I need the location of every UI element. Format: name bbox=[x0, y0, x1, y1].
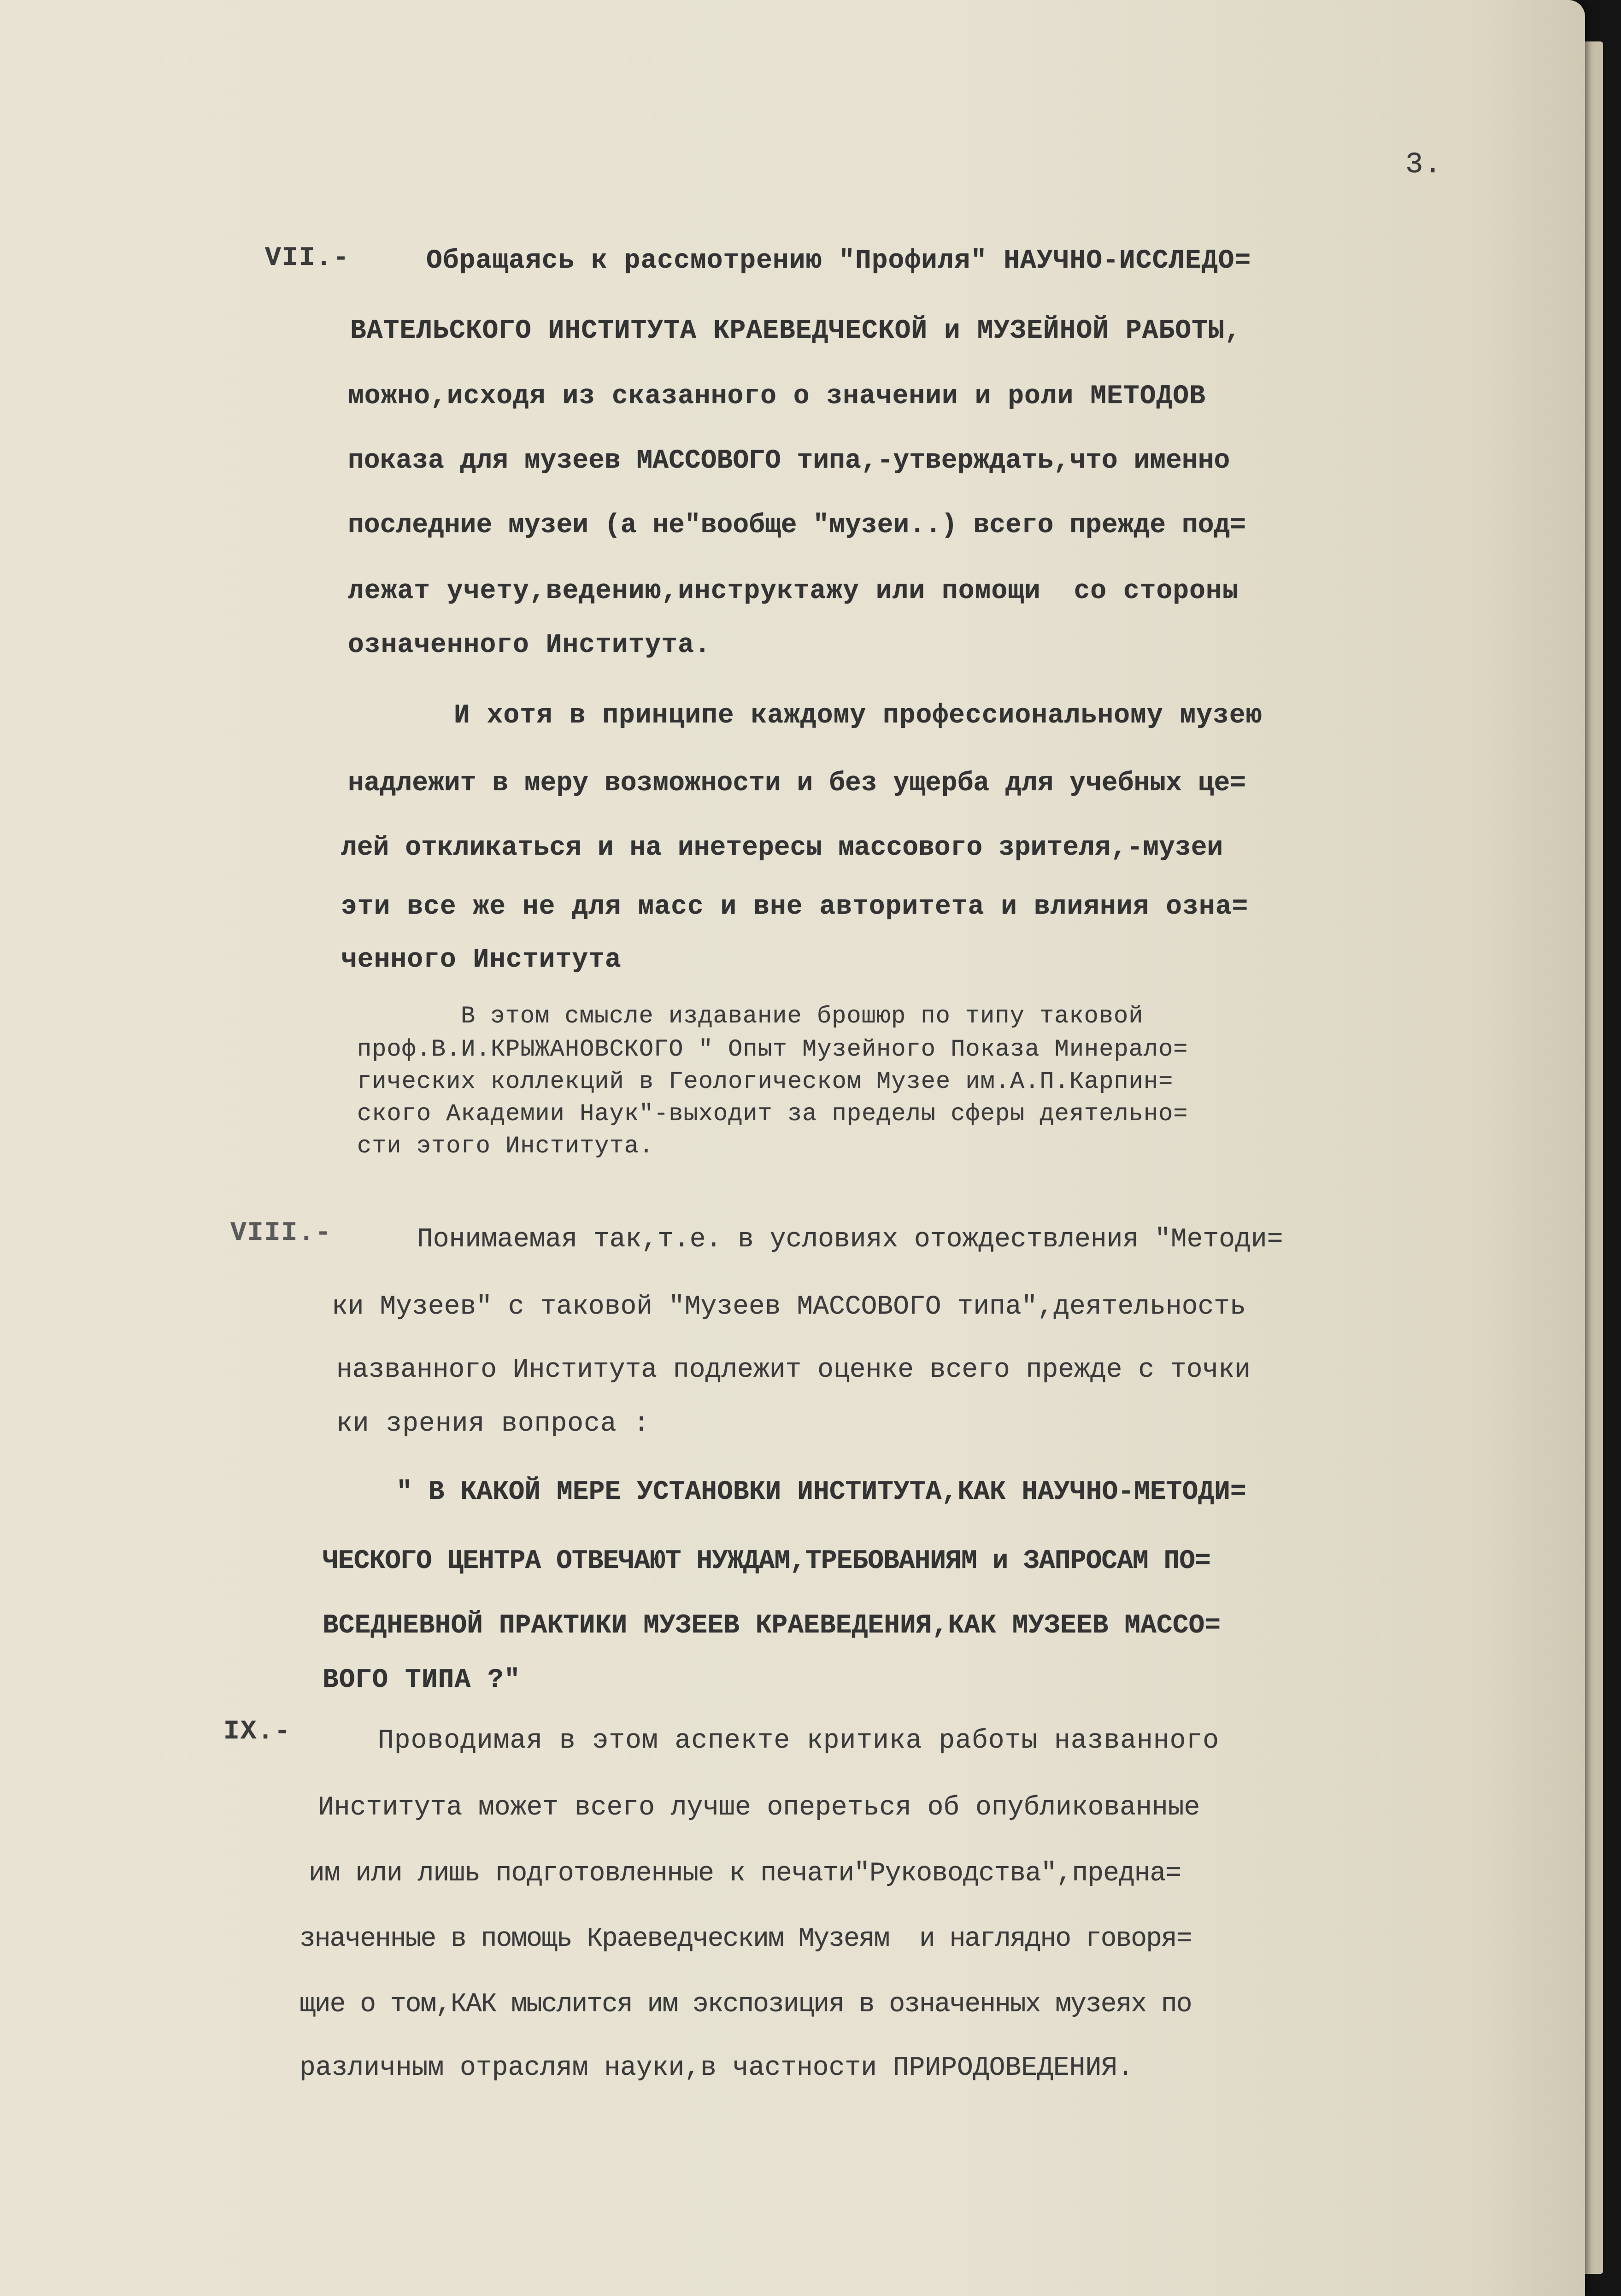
section-viii-quote-line-4: ВОГО ТИПА ?" bbox=[323, 1665, 521, 1695]
section-ix-line-6: различным отраслям науки,в частности ПРИРОДОВЕДЕНИЯ. bbox=[300, 2053, 1134, 2083]
section-vii-paragraph2-line-2: надлежит в меру возможности и без ущерба для учебных це= bbox=[348, 769, 1246, 799]
section-viii-line-1: Понимаемая так,т.е. в условиях отождествления "Методи= bbox=[417, 1225, 1283, 1255]
section-ix-line-3: им или лишь подготовленные к печати"Руководства",предна= bbox=[309, 1859, 1181, 1889]
section-vii-line-5: последние музеи (а не"вообще "музеи..) всего прежде под= bbox=[348, 511, 1246, 540]
section-vii-line-1: Обращаясь к рассмотрению "Профиля" НАУЧНО-ИССЛЕДО= bbox=[426, 246, 1251, 276]
insert-line-2: проф.В.И.КРЫЖАНОВСКОГО " Опыт Музейного Показа Минерало= bbox=[357, 1036, 1188, 1063]
section-vii-paragraph2-line-4: эти все же не для масс и вне авторитета и влияния озна= bbox=[341, 892, 1249, 922]
insert-line-3: гических коллекций в Геологическом Музее им.А.П.Карпин= bbox=[357, 1068, 1174, 1095]
page-number: 3. bbox=[1405, 148, 1443, 182]
section-viii-quote-line-3: ВСЕДНЕВНОЙ ПРАКТИКИ МУЗЕЕВ КРАЕВЕДЕНИЯ,КАК МУЗЕЕВ МАССО= bbox=[323, 1611, 1221, 1641]
section-vii-paragraph2-line-1: И хотя в принципе каждому профессиональному музею bbox=[454, 701, 1263, 731]
insert-line-5: сти этого Института. bbox=[357, 1133, 654, 1160]
section-ix-line-1: Проводимая в этом аспекте критика работы названного bbox=[378, 1726, 1220, 1756]
section-vii-paragraph2-line-3: лей откликаться и на инетересы массового зрителя,-музеи bbox=[341, 833, 1223, 863]
section-ix-line-2: Института может всего лучше опереться об опубликованные bbox=[318, 1793, 1200, 1823]
section-vii-line-7: означенного Института. bbox=[348, 630, 711, 660]
section-ix-number: IX.- bbox=[223, 1717, 292, 1747]
section-viii-line-4: ки зрения вопроса : bbox=[336, 1409, 650, 1439]
section-vii-line-2: ВАТЕЛЬСКОГО ИНСТИТУТА КРАЕВЕДЧЕСКОЙ и МУЗЕЙНОЙ РАБОТЫ, bbox=[350, 316, 1241, 346]
section-vii-line-3: можно,исходя из сказанного о значении и роли МЕТОДОВ bbox=[348, 382, 1206, 411]
section-viii-quote-line-2: ЧЕСКОГО ЦЕНТРА ОТВЕЧАЮТ НУЖДАМ,ТРЕБОВАНИЯМ и ЗАПРОСАМ ПО= bbox=[323, 1546, 1210, 1576]
section-vii-paragraph2-line-5: ченного Института bbox=[341, 945, 622, 975]
section-ix-line-5: щие о том,КАК мыслится им экспозиция в означенных музеях по bbox=[300, 1990, 1192, 2020]
section-vii-line-6: лежат учету,ведению,инструктажу или помощи со стороны bbox=[348, 576, 1239, 606]
section-viii-quote-line-1: " В КАКОЙ МЕРЕ УСТАНОВКИ ИНСТИТУТА,КАК НАУЧНО-МЕТОДИ= bbox=[396, 1477, 1246, 1507]
insert-line-1: В этом смысле издавание брошюр по типу таковой bbox=[461, 1003, 1144, 1030]
section-viii-line-2: ки Музеев" с таковой "Музеев МАССОВОГО типа",деятельность bbox=[332, 1292, 1246, 1322]
insert-line-4: ского Академии Наук"-выходит за пределы сферы деятельно= bbox=[357, 1100, 1188, 1127]
section-vii-number: VII.- bbox=[265, 243, 350, 273]
section-ix-line-4: значенные в помощь Краеведческим Музеям и наглядно говоря= bbox=[300, 1924, 1192, 1954]
section-vii-line-4: показа для музеев МАССОВОГО типа,-утверждать,что именно bbox=[348, 446, 1230, 476]
section-viii-number: VIII.- bbox=[230, 1218, 332, 1248]
section-viii-line-3: названного Института подлежит оценке всего прежде с точки bbox=[336, 1355, 1251, 1385]
